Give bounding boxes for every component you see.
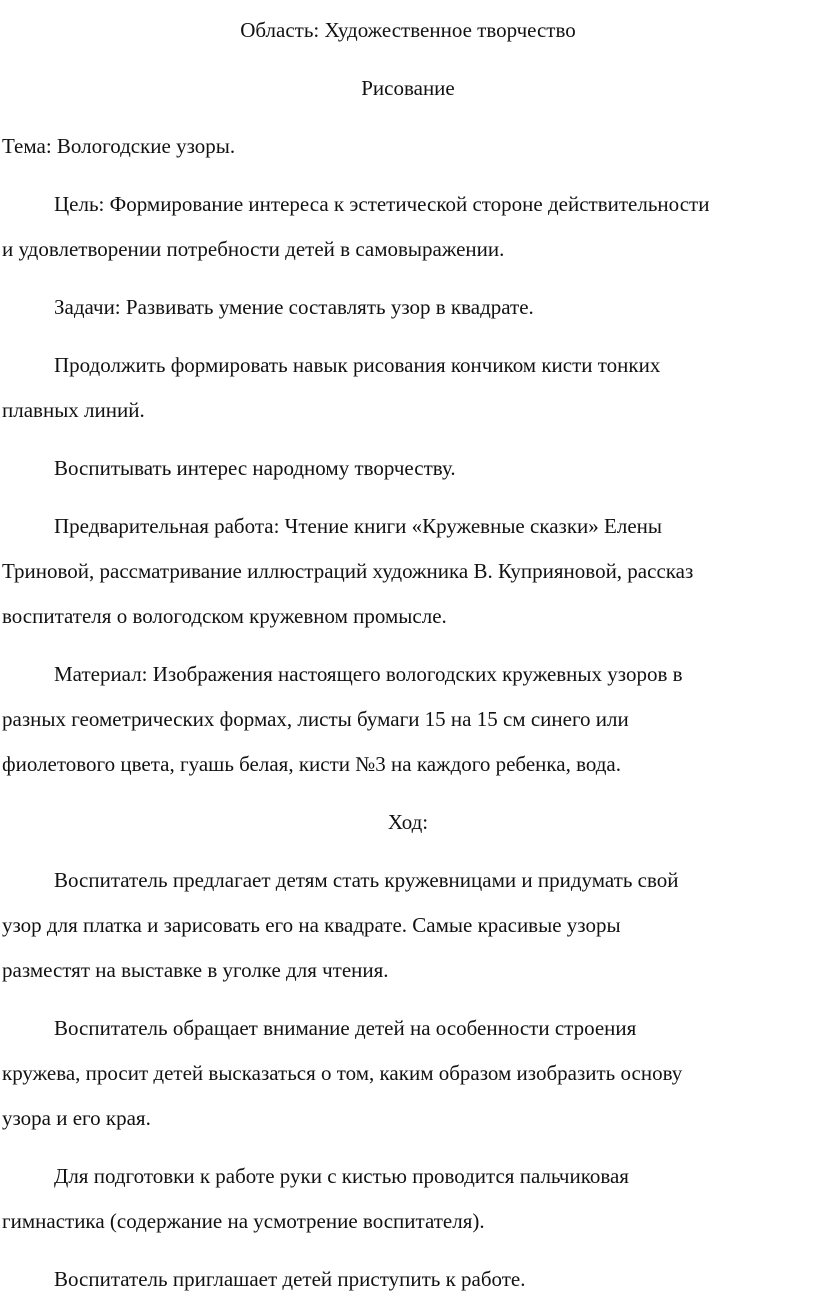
- course-heading: Ход:: [387, 810, 429, 834]
- goal-line-2: и удовлетворении потребности детей в самовыражении.: [2, 237, 505, 261]
- goal-line-1: Цель: Формирование интереса к эстетической стороне действительности: [54, 192, 710, 216]
- course-p1-line-1: Воспитатель предлагает детям стать кружевницами и придумать свой: [54, 868, 679, 892]
- course-p2-line-3: узора и его края.: [2, 1106, 151, 1130]
- subject-heading: Рисование: [361, 76, 455, 100]
- material-line-1: Материал: Изображения настоящего вологодских кружевных узоров в: [54, 662, 683, 686]
- preliminary-line-3: воспитателя о вологодском кружевном промысле.: [2, 604, 447, 628]
- course-p2-line-1: Воспитатель обращает внимание детей на особенности строения: [54, 1016, 637, 1040]
- tasks-line-4: Воспитывать интерес народному творчеству.: [54, 456, 456, 480]
- preliminary-line-1: Предварительная работа: Чтение книги «Кружевные сказки» Елены: [54, 514, 662, 538]
- course-p2-line-2: кружева, просит детей высказаться о том, каким образом изобразить основу: [2, 1061, 683, 1085]
- area-heading: Область: Художественное творчество: [240, 18, 576, 42]
- course-p3-line-2: гимнастика (содержание на усмотрение воспитателя).: [2, 1209, 485, 1233]
- topic-line: Тема: Вологодские узоры.: [2, 134, 236, 158]
- tasks-line-1: Задачи: Развивать умение составлять узор в квадрате.: [54, 295, 534, 319]
- preliminary-line-2: Триновой, рассматривание иллюстраций художника В. Куприяновой, рассказ: [2, 559, 694, 583]
- course-p4-line-1: Воспитатель приглашает детей приступить к работе.: [54, 1267, 526, 1291]
- material-line-2: разных геометрических формах, листы бумаги 15 на 15 см синего или: [2, 707, 629, 731]
- material-line-3: фиолетового цвета, гуашь белая, кисти №3 на каждого ребенка, вода.: [2, 752, 622, 776]
- course-p1-line-3: разместят на выставке в уголке для чтения.: [2, 958, 389, 982]
- tasks-line-3: плавных линий.: [2, 398, 145, 422]
- tasks-line-2: Продолжить формировать навык рисования кончиком кисти тонких: [54, 353, 661, 377]
- course-p1-line-2: узор для платка и зарисовать его на квадрате. Самые красивые узоры: [2, 913, 621, 937]
- course-p3-line-1: Для подготовки к работе руки с кистью проводится пальчиковая: [54, 1164, 629, 1188]
